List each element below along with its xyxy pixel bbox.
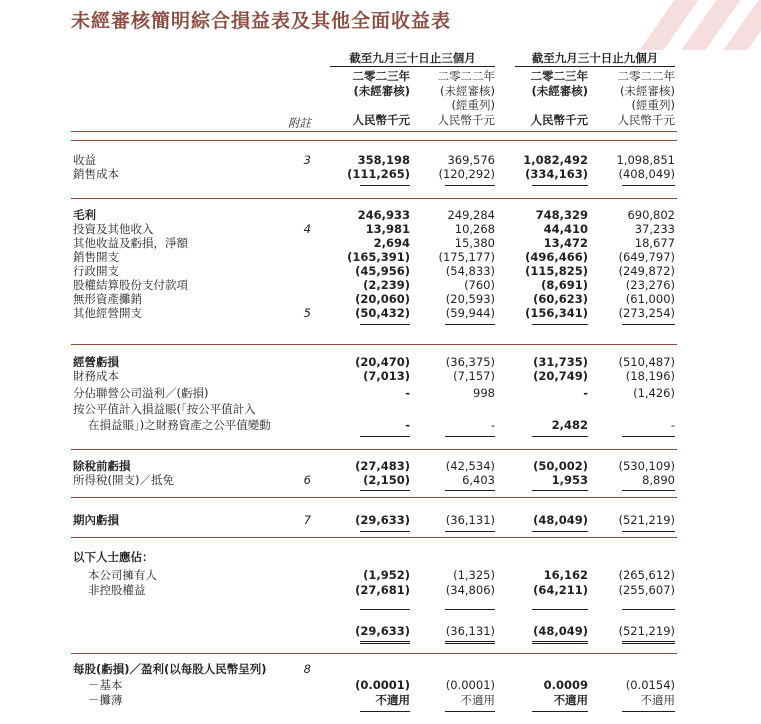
total-rule	[360, 490, 410, 491]
value-3m-2022: (175,177)	[438, 250, 495, 264]
total-rule	[622, 185, 675, 186]
table-row-cost-of-sales	[0, 169, 761, 181]
column-header-9m-2022: 二零二二年 (未經審核) (經重列) 人民幣千元	[617, 69, 675, 127]
value-3m-2023: 246,933	[357, 208, 410, 222]
value-9m-2022: (0.0154)	[625, 678, 675, 692]
table-row-owners	[0, 570, 761, 582]
total-rule	[622, 490, 675, 491]
row-label: 按公平值計入損益賬(「按公平值計入	[73, 402, 256, 416]
total-rule	[622, 711, 675, 712]
value-3m-2023: 358,198	[357, 153, 410, 167]
value-3m-2022: (0.0001)	[445, 678, 495, 692]
table-row-other-gains	[0, 238, 761, 250]
value-9m-2023: 16,162	[543, 568, 588, 582]
total-rule	[445, 531, 495, 532]
table-row-share-payment	[0, 280, 761, 292]
row-label: 期內虧損	[73, 513, 119, 527]
value-9m-2023: (334,163)	[525, 167, 588, 181]
value-9m-2022: (61,000)	[625, 292, 675, 306]
section-divider	[71, 344, 677, 345]
section-divider	[71, 653, 677, 654]
nine-month-header: 截至九月三十日止九個月	[515, 51, 675, 67]
value-3m-2022: (36,131)	[445, 513, 495, 527]
value-9m-2022: (249,872)	[618, 264, 675, 278]
total-rule	[360, 643, 410, 644]
value-9m-2022: (521,219)	[618, 624, 675, 638]
row-note: 3	[303, 153, 311, 167]
value-3m-2022: 10,268	[454, 222, 495, 236]
total-rule	[622, 436, 675, 437]
table-row-eps-basic	[0, 680, 761, 692]
row-label: 投資及其他收入	[73, 222, 154, 236]
value-3m-2022: (120,292)	[438, 167, 495, 181]
row-label: 所得稅(開支)／抵免	[73, 473, 174, 487]
section-divider	[71, 449, 677, 450]
value-9m-2023: 1,953	[551, 473, 588, 487]
total-rule	[622, 609, 675, 610]
total-rule	[360, 185, 410, 186]
column-header-9m-2023: 二零二三年 (未經審核) 人民幣千元	[530, 69, 588, 127]
table-row-other-operating	[0, 308, 761, 320]
row-label: 無形資產攤銷	[73, 292, 142, 306]
table-row-attributable-heading	[0, 552, 761, 564]
value-9m-2022: (273,254)	[618, 306, 675, 320]
value-3m-2022: (54,833)	[445, 264, 495, 278]
row-note: 8	[303, 662, 311, 676]
value-3m-2023: (27,681)	[355, 583, 410, 597]
row-label: 本公司擁有人	[88, 568, 157, 582]
value-3m-2022: 6,403	[462, 473, 495, 487]
value-9m-2022: (265,612)	[618, 568, 675, 582]
value-3m-2023: -	[405, 386, 410, 400]
value-9m-2022: (1,426)	[633, 386, 675, 400]
value-9m-2022: (23,276)	[625, 278, 675, 292]
value-9m-2022: (521,219)	[618, 513, 675, 527]
table-row-admin-expenses	[0, 266, 761, 278]
value-3m-2023: 13,981	[365, 222, 410, 236]
value-3m-2023: (111,265)	[347, 167, 410, 181]
total-rule	[360, 711, 410, 712]
value-3m-2023: 不適用	[375, 693, 410, 707]
table-row-loss-before-tax	[0, 461, 761, 473]
total-rule	[360, 609, 410, 610]
value-9m-2022: 不適用	[640, 693, 675, 707]
value-3m-2022: (7,157)	[453, 369, 495, 383]
row-label: 股權結算股份支付款項	[73, 278, 188, 292]
row-label: 其他經營開支	[73, 306, 142, 320]
row-label: －基本	[88, 678, 123, 692]
value-9m-2023: -	[583, 386, 588, 400]
total-rule	[622, 531, 675, 532]
value-3m-2022: 998	[473, 386, 495, 400]
value-3m-2023: (20,060)	[355, 292, 410, 306]
value-9m-2023: (60,623)	[533, 292, 588, 306]
table-row-gross-profit	[0, 210, 761, 222]
total-rule	[532, 641, 588, 642]
value-9m-2023: (64,211)	[533, 583, 588, 597]
value-9m-2023: (20,749)	[533, 369, 588, 383]
row-note: 4	[303, 222, 311, 236]
value-3m-2022: 15,380	[454, 236, 495, 250]
section-divider	[71, 198, 677, 199]
row-label: 收益	[73, 153, 96, 167]
value-3m-2022: 369,576	[447, 153, 495, 167]
value-3m-2022: (59,944)	[445, 306, 495, 320]
value-9m-2022: 18,677	[634, 236, 675, 250]
value-3m-2023: (50,432)	[355, 306, 410, 320]
three-month-header: 截至九月三十日止三個月	[330, 51, 495, 67]
total-rule	[360, 324, 410, 325]
total-rule	[445, 711, 495, 712]
value-9m-2023: (50,002)	[533, 459, 588, 473]
row-label: 銷售開支	[73, 250, 119, 264]
table-row-investment-income	[0, 224, 761, 236]
total-rule	[532, 609, 588, 610]
value-3m-2023: (0.0001)	[355, 678, 410, 692]
value-3m-2022: (36,375)	[445, 355, 495, 369]
header-rule	[515, 66, 675, 67]
total-rule	[445, 643, 495, 644]
section-divider	[71, 537, 677, 538]
table-row-selling-expenses	[0, 252, 761, 264]
total-rule	[445, 185, 495, 186]
value-3m-2023: (2,150)	[363, 473, 410, 487]
total-rule	[532, 185, 588, 186]
value-3m-2023: (20,470)	[355, 355, 410, 369]
value-9m-2022: (510,487)	[618, 355, 675, 369]
header-divider	[71, 131, 677, 132]
total-rule	[360, 641, 410, 642]
total-rule	[622, 643, 675, 644]
value-3m-2023: (27,483)	[355, 459, 410, 473]
value-9m-2022: 690,802	[627, 208, 675, 222]
value-9m-2023: 2,482	[551, 418, 588, 432]
value-9m-2023: 0.0009	[543, 678, 588, 692]
value-3m-2023: (165,391)	[347, 250, 410, 264]
column-header-3m-2023: 二零二三年 (未經審核) 人民幣千元	[352, 69, 410, 127]
total-rule	[532, 436, 588, 437]
value-3m-2022: 不適用	[460, 693, 495, 707]
value-9m-2023: 1,082,492	[523, 153, 588, 167]
row-label: 其他收益及虧損，淨額	[73, 236, 188, 250]
value-9m-2023: 748,329	[535, 208, 588, 222]
value-3m-2022: (20,593)	[445, 292, 495, 306]
column-header-3m-2022: 二零二二年 (未經審核) (經重列) 人民幣千元	[437, 69, 495, 127]
total-rule	[532, 643, 588, 644]
value-9m-2022: 37,233	[634, 222, 675, 236]
value-9m-2023: (156,341)	[525, 306, 588, 320]
corner-decoration	[641, 0, 761, 50]
total-rule	[532, 490, 588, 491]
value-3m-2022: -	[490, 418, 495, 432]
table-row-income-tax	[0, 475, 761, 487]
value-9m-2023: 不適用	[553, 693, 588, 707]
header-divider	[71, 140, 677, 141]
value-9m-2023: (115,825)	[525, 264, 588, 278]
value-3m-2023: (45,956)	[355, 264, 410, 278]
header-rule	[330, 66, 495, 67]
row-label: 經營虧損	[73, 355, 119, 369]
value-9m-2022: (18,196)	[625, 369, 675, 383]
value-3m-2022: (36,131)	[445, 624, 495, 638]
row-label: 財務成本	[73, 369, 119, 383]
value-3m-2023: (29,633)	[355, 624, 410, 638]
table-row-fvtpl-change	[0, 420, 761, 432]
value-3m-2022: (42,534)	[445, 459, 495, 473]
value-3m-2023: (29,633)	[355, 513, 410, 527]
total-rule	[445, 490, 495, 491]
value-9m-2022: -	[670, 418, 675, 432]
table-row-finance-costs	[0, 371, 761, 383]
value-3m-2023: -	[405, 418, 410, 432]
row-label: 毛利	[73, 208, 96, 222]
table-row-revenue	[0, 155, 761, 167]
row-label: 每股(虧損)／盈利(以每股人民幣呈列)	[73, 662, 267, 676]
note-column-header: 附註	[288, 116, 311, 130]
row-note: 5	[303, 306, 311, 320]
table-row-fvtpl-heading	[0, 404, 761, 416]
total-rule	[532, 324, 588, 325]
table-row-associate-share	[0, 388, 761, 400]
total-rule	[532, 531, 588, 532]
value-3m-2022: (1,325)	[453, 568, 495, 582]
value-9m-2023: 44,410	[543, 222, 588, 236]
value-3m-2023: (7,013)	[363, 369, 410, 383]
total-rule	[445, 436, 495, 437]
value-9m-2023: (8,691)	[541, 278, 588, 292]
row-label: 行政開支	[73, 264, 119, 278]
row-label: 以下人士應佔：	[73, 550, 154, 564]
value-9m-2023: (48,049)	[533, 513, 588, 527]
total-rule	[445, 641, 495, 642]
row-label: 分佔聯營公司溢利／(虧損)	[73, 386, 209, 400]
value-3m-2023: 2,694	[373, 236, 410, 250]
value-9m-2023: 13,472	[543, 236, 588, 250]
value-3m-2023: (1,952)	[363, 568, 410, 582]
value-3m-2022: 249,284	[447, 208, 495, 222]
table-row-non-controlling	[0, 585, 761, 597]
total-rule	[622, 641, 675, 642]
row-label: 除稅前虧損	[73, 459, 131, 473]
value-9m-2023: (48,049)	[533, 624, 588, 638]
value-3m-2023: (2,239)	[363, 278, 410, 292]
total-rule	[445, 609, 495, 610]
row-note: 6	[303, 473, 311, 487]
table-row-operating-loss	[0, 357, 761, 369]
value-9m-2023: (496,466)	[525, 250, 588, 264]
table-row-total-attributable	[0, 626, 761, 638]
total-rule	[360, 531, 410, 532]
value-9m-2023: (31,735)	[533, 355, 588, 369]
total-rule	[622, 324, 675, 325]
total-rule	[445, 324, 495, 325]
page-title: 未經審核簡明綜合損益表及其他全面收益表	[71, 10, 452, 32]
total-rule	[532, 711, 588, 712]
section-divider	[71, 497, 677, 498]
value-3m-2022: (34,806)	[445, 583, 495, 597]
value-9m-2022: (530,109)	[618, 459, 675, 473]
value-3m-2022: (760)	[464, 278, 495, 292]
table-row-eps-heading	[0, 664, 761, 676]
value-9m-2022: (649,797)	[618, 250, 675, 264]
table-row-eps-diluted	[0, 695, 761, 707]
table-row-amortisation	[0, 294, 761, 306]
value-9m-2022: (408,049)	[618, 167, 675, 181]
row-label: 非控股權益	[88, 583, 146, 597]
row-note: 7	[303, 513, 311, 527]
table-row-period-loss	[0, 515, 761, 527]
row-label: 在損益賬」)之財務資產之公平值變動	[88, 418, 271, 432]
value-9m-2022: (255,607)	[618, 583, 675, 597]
value-9m-2022: 8,890	[642, 473, 675, 487]
total-rule	[360, 436, 410, 437]
row-label: 銷售成本	[73, 167, 119, 181]
value-9m-2022: 1,098,851	[616, 153, 675, 167]
row-label: －攤薄	[88, 693, 123, 707]
